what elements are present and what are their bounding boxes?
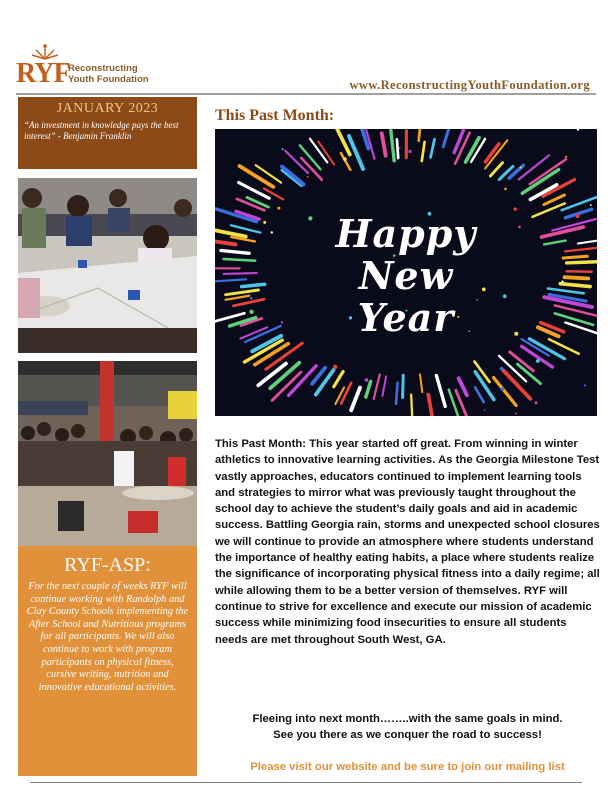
firework-streak [431,139,435,157]
asp-title: RYF-ASP: [64,554,151,576]
sparkle-dot [365,378,369,382]
firework-streak [459,378,467,395]
cafeteria-photo [18,178,197,353]
logo-line-2: Youth Foundation [68,74,149,85]
firework-streak [403,375,404,397]
firework-streak [240,166,274,187]
footer-divider [30,782,582,783]
firework-streak [397,139,398,158]
header-divider [16,93,596,95]
sparkle-dot [408,150,411,153]
firework-streak [351,388,360,411]
firework-streak [443,129,451,147]
firework-streak [349,136,363,169]
sparkle-dot [307,176,309,178]
sparkle-dot [277,207,280,210]
firework-streak [366,381,371,397]
firework-streak [383,376,387,395]
sparkle-dot [515,413,517,415]
month-title: JANUARY 2023 [56,101,159,116]
asp-text: For the next couple of weeks RYF will continue working with Randolph and Clay County Schools implementing the After School and Nutritious programs for all participants. We will also continue to work with program participants on physical fitness, cursive writing, nutrition and innovative educational activities. [26,581,189,693]
firework-streak [382,133,386,155]
sparkle-dot [536,359,540,363]
sparkle-dot [504,188,507,191]
gym-photo [18,361,197,546]
sparkle-dot [282,148,284,150]
month-quote: “An investment in knowledge pays the best interest” - Benjamin Franklin [24,120,179,141]
website-link[interactable]: www.ReconstructingYouthFoundation.org [349,78,590,92]
firework-streak [411,395,413,416]
sparkle-dot [577,129,579,131]
sparkle-dot [333,365,337,369]
mailing-list-cta[interactable]: Please visit our website and be sure to join our mailing list [250,761,565,773]
firework-streak [333,129,350,155]
closing-line-2: See you there as we conquer the road to success! [273,729,542,741]
section-title: This Past Month: [215,107,335,124]
closing-text [215,711,600,743]
logo-mark: RYF [16,58,70,89]
logo-line-1: Reconstructing [68,63,138,74]
closing-line-1: Fleeing into next month……..with the same goals in mind. [252,713,563,725]
ryf-logo [16,44,156,90]
logo-text [68,63,149,85]
firework-streak [282,167,303,185]
firework-streak [419,129,421,141]
sparkle-dot [399,147,401,149]
firework-streak [341,383,351,404]
sparkle-dot [343,157,347,161]
firework-streak [422,142,425,161]
firework-streak [239,183,270,199]
month-box [18,97,197,169]
firework-streak [475,387,484,402]
hero-text [215,213,597,339]
firework-streak [428,395,432,416]
asp-box [18,546,197,776]
sparkle-dot [500,367,504,371]
sparkle-dot [500,387,504,391]
happy-new-year-graphic [215,129,597,416]
firework-streak [258,364,286,386]
firework-streak [436,376,445,407]
firework-streak [449,390,461,416]
sparkle-dot [565,156,567,158]
sparkle-dot [590,204,592,206]
sparkle-dot [535,401,538,404]
firework-streak [396,383,398,404]
firework-streak [544,195,565,205]
firework-streak [530,159,566,184]
sparkle-dot [520,167,522,169]
body-text: This Past Month: This year started off great. From winning in winter athletics to innovative learning activities. As the Georgia Milestone Test vastly approaches, educators continued to implement learning tools and strategies to mirror what was previously taught throughout the school day to achieve the student’s daily goals and aid in academic success. Battling Georgia rain, storms and unexpected school closures we will continue to provide an atmosphere where students understand the importance of healthy eating habits, a place where students realize the significance of incorporating physical fitness into a daily regime; all while allowing them to be a better version of themselves. RYF will continue to strive for excellence and execute our mission of academic success while minimizing food insecurities to ensure all students needs are met throughout South West, GA. [215,438,600,646]
hero-line-1: Happy [335,211,477,256]
sparkle-dot [484,409,486,411]
firework-streak [490,163,502,176]
hero-line-3: Year [357,295,455,340]
sparkle-dot [514,207,517,210]
firework-streak [420,374,422,392]
hero-line-2: New [358,253,454,298]
firework-streak [391,130,394,161]
firework-streak [334,372,343,387]
firework-streak [374,374,380,399]
sparkle-dot [584,384,586,386]
